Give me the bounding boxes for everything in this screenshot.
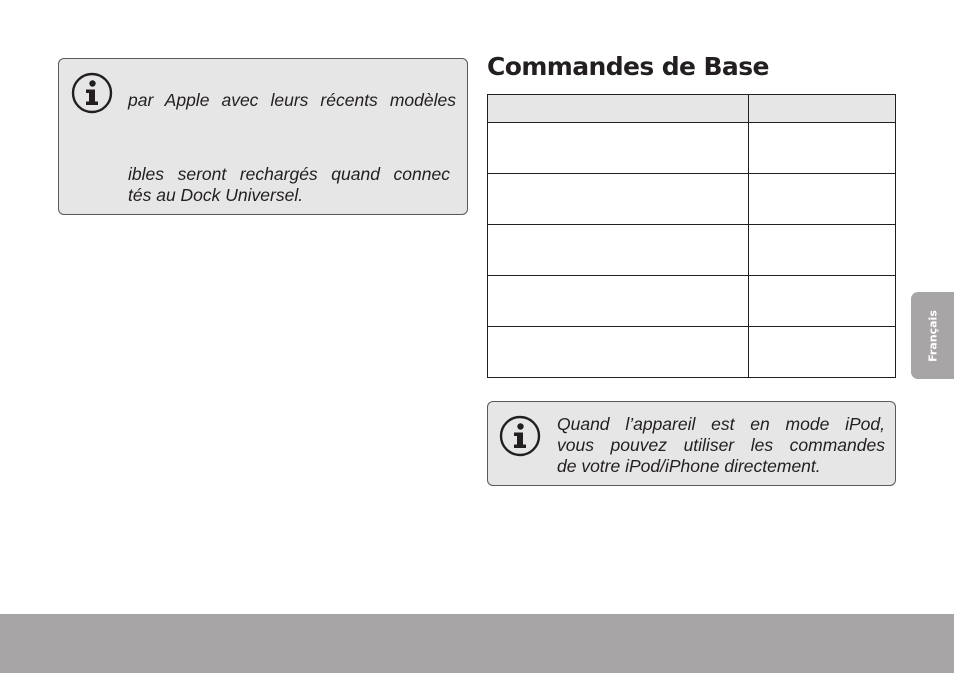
note-left-line-2: ibles seront rechargés quand connec — [128, 164, 450, 184]
table-cell — [749, 276, 896, 327]
table-cell — [488, 225, 749, 276]
note-right-text — [557, 414, 885, 477]
table-cell — [749, 174, 896, 225]
note-right-line-2: vous pouvez utiliser les commandes — [557, 435, 885, 455]
language-side-tab — [911, 292, 954, 379]
table-cell — [749, 123, 896, 174]
info-icon — [499, 415, 541, 457]
info-note-left — [58, 58, 468, 215]
table-row — [488, 174, 896, 225]
note-left-line-1: par Apple avec leurs récents modèles — [128, 90, 456, 110]
language-tab-label: Français — [926, 309, 939, 362]
table-header-row — [488, 95, 896, 123]
table-row — [488, 327, 896, 378]
table-cell — [488, 276, 749, 327]
table-cell — [749, 225, 896, 276]
table-row — [488, 123, 896, 174]
table-row — [488, 276, 896, 327]
table-cell — [749, 327, 896, 378]
note-right-line-3: de votre iPod/iPhone directement. — [557, 456, 821, 476]
table-cell — [488, 174, 749, 225]
footer-band — [0, 614, 954, 673]
table-row — [488, 225, 896, 276]
table-cell — [488, 327, 749, 378]
info-icon — [71, 72, 113, 114]
controls-table — [487, 94, 896, 378]
table-header-cell — [488, 95, 749, 123]
section-title: Commandes de Base — [487, 52, 769, 81]
table-cell — [488, 123, 749, 174]
note-right-line-1: Quand l’appareil est en mode iPod, — [557, 414, 885, 434]
note-left-line-3: tés au Dock Universel. — [128, 185, 304, 205]
table-header-cell — [749, 95, 896, 123]
info-note-right — [487, 401, 896, 486]
